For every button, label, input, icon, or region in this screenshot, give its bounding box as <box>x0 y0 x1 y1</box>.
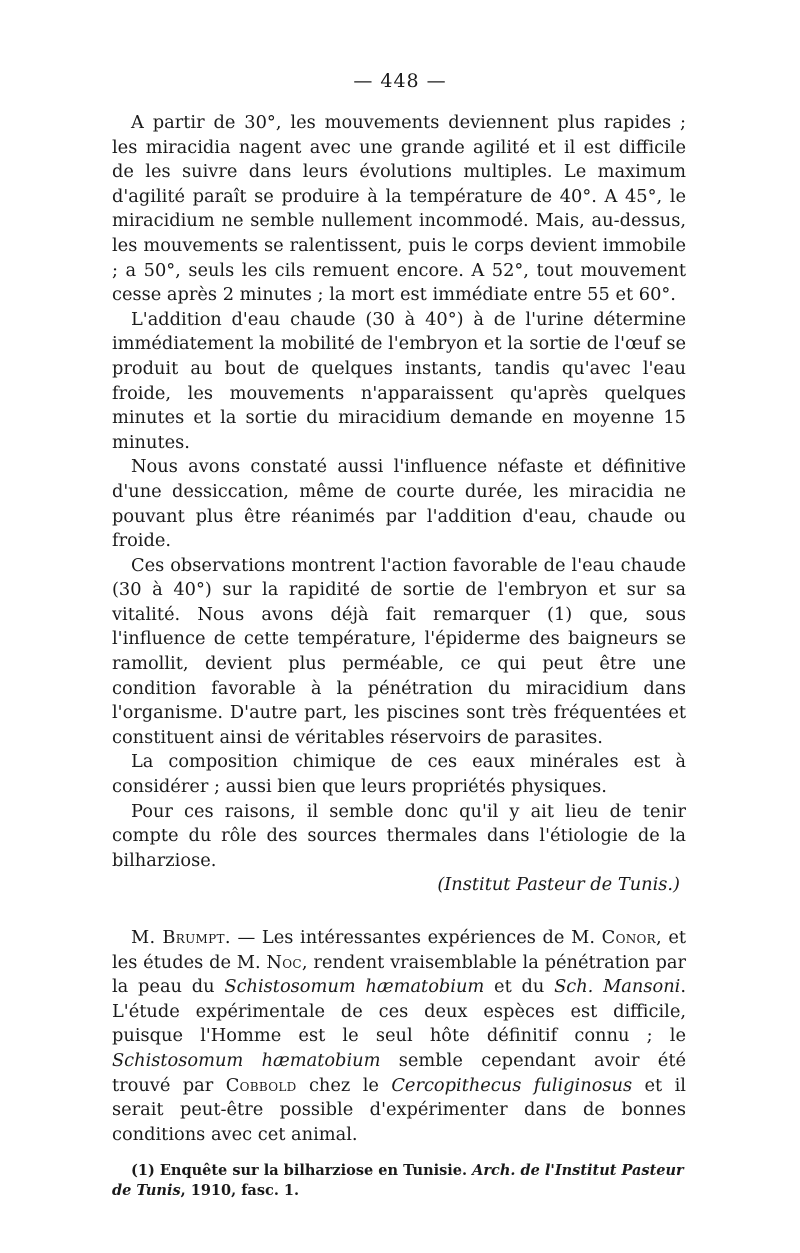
text-run: . L'étude expérimentale de ces deux espèces est difficile, puisque l'Homme est le seul hôte définitif connu ; le <box>112 976 686 1047</box>
footnote-text: (1) Enquête sur la bilharziose en Tunisie. <box>131 1162 473 1180</box>
text-run: et il serait peut-être possible d'expérimenter dans de bonnes conditions avec cet animal. <box>112 1074 686 1145</box>
author-name: Cobbold <box>225 1074 297 1096</box>
footnote-journal: Arch. de l'Institut Pasteur de Tunis <box>112 1162 684 1200</box>
text-run: semble cependant avoir été trouvé par <box>112 1049 686 1096</box>
paragraph: Nous avons constaté aussi l'influence néfaste et définitive d'une dessiccation, même de courte durée, les miracidia ne pouvant plus être réanimés par l'addition d'eau, chaude ou froide. <box>112 456 686 552</box>
brumpt-paragraph <box>112 926 686 1147</box>
paragraph: A partir de 30°, les mouvements deviennent plus rapides ; les miracidia nagent avec une grande agilité et il est difficile de les suivre dans leurs évolutions multiples. Le maximum d'agilité paraît se produire à la température de 40°. A 45°, le miracidium ne semble nullement incommodé. Mais, au-dessus, les mouvements se ralentissent, puis le corps devient immobile ; a 50°, seuls les cils remuent encore. A 52°, tout mouvement cesse après 2 minutes ; la mort est immédiate entre 55 et 60°. <box>112 112 686 306</box>
text-run: , rendent vraisemblable la pénétration par la peau du <box>112 951 686 998</box>
paragraph: La composition chimique de ces eaux minérales est à considérer ; aussi bien que leurs propriétés physiques. <box>112 751 686 798</box>
signature: (Institut Pasteur de Tunis.) <box>437 874 680 896</box>
species-name: Sch. Mansoni <box>554 976 681 998</box>
author-name: Noc <box>266 951 302 973</box>
page-number: — 448 — <box>353 70 447 92</box>
author-name: M. Brumpt. <box>131 927 231 948</box>
footnote-text: , 1910, fasc. 1. <box>180 1182 300 1200</box>
section-gap <box>112 898 686 926</box>
text-run: , et les études de M. <box>112 927 686 973</box>
footnote <box>112 1161 686 1201</box>
paragraph: L'addition d'eau chaude (30 à 40°) à de l'urine détermine immédiatement la mobilité de l'embryon et la sortie de l'œuf se produit au bout de quelques instants, tandis qu'avec l'eau froide, les mouvements n'apparaissent qu'après quelques minutes et la sortie du miracidium demande en moyenne 15 minutes. <box>112 308 686 453</box>
text-run: — Les intéressantes expériences de M. <box>230 927 602 948</box>
species-name: Cercopithecus fuliginosus <box>391 1074 633 1096</box>
text-run: et du <box>484 976 555 998</box>
paragraph: Pour ces raisons, il semble donc qu'il y ait lieu de tenir compte du rôle des sources thermales dans l'étiologie de la bilharziose. <box>112 800 686 871</box>
author-name: Conor <box>601 927 656 948</box>
body-text <box>112 111 686 1201</box>
text-run: chez le <box>296 1074 392 1096</box>
species-name: Schistosomum hæmatobium <box>112 1049 381 1071</box>
paragraph: Ces observations montrent l'action favorable de l'eau chaude (30 à 40°) sur la rapidité de sortie de l'embryon et sur sa vitalité. Nous avons déjà fait remarquer (1) que, sous l'influence de cette température, l'épiderme des baigneurs se ramollit, devient plus perméable, ce qui peut être une condition favorable à la pénétration du miracidium dans l'organisme. D'autre part, les piscines sont très fréquentées et constituent ainsi de véritables réservoirs de parasites. <box>112 554 686 748</box>
species-name: Schistosomum hæmatobium <box>224 976 485 998</box>
